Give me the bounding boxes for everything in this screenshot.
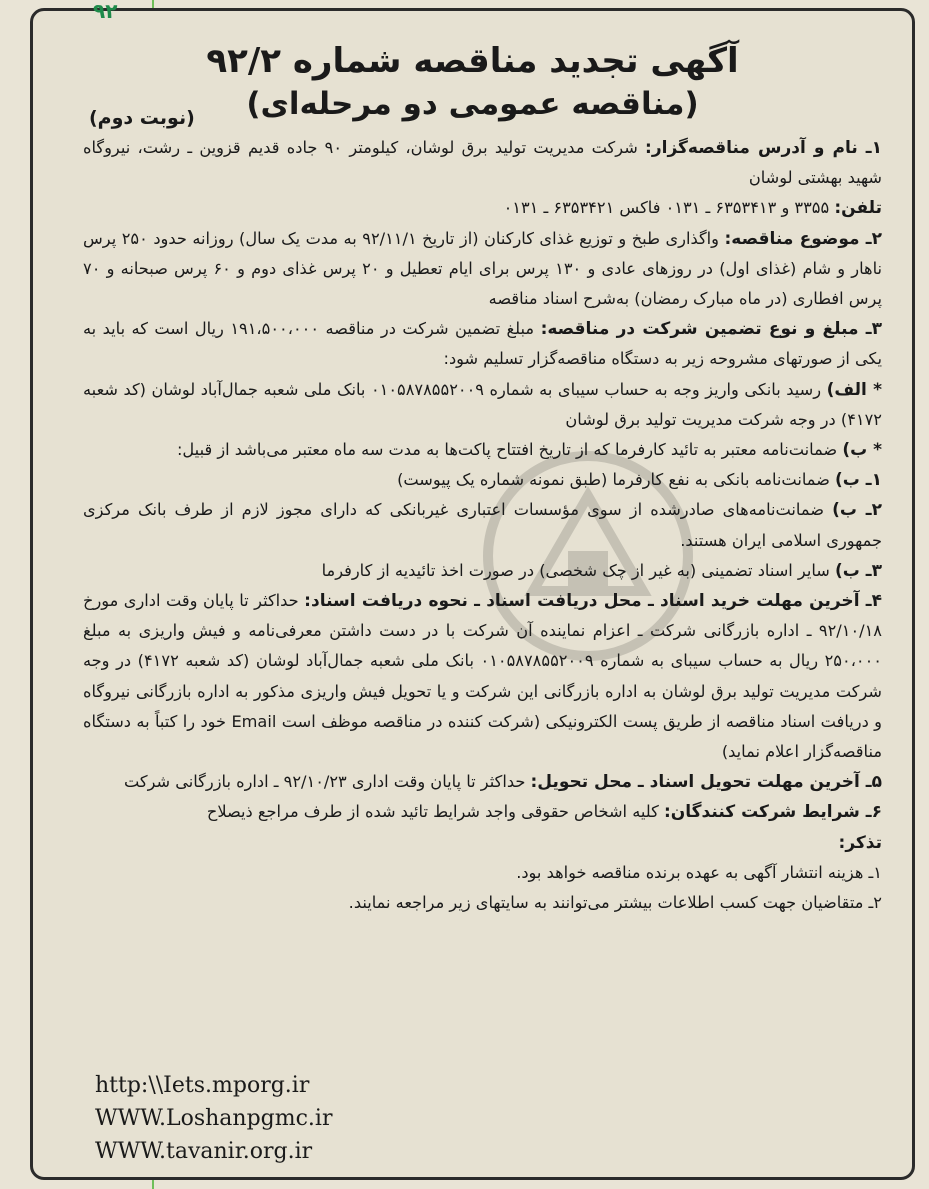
section-4-text: حداکثر تا پایان وقت اداری مورخ ۹۲/۱۰/۱۸ ـ اداره بازرگانی شرکت ـ اعزام نماینده آن شرکت با در دست داشتن معرفی‌نامه و فیش واریزی به مبلغ ۲۵۰،۰۰۰ ریال به حساب سیبای به شماره ۰۱۰۵۸۷۸۵۵۲۰۰۹ بانک ملی شعبه جمال‌آباد لوشان (کد شعبه ۴۱۷۲) در وجه شرکت مدیریت تولید برق لوشان به اداره بازرگانی این شرکت و یا تحویل فیش واریزی مذکور به اداره بازرگانی نیروگاه و دریافت اسناد مناقصه از طریق پست الکترونیکی (شرکت کننده در مناقصه موظف است Email خود را کتباً به دستگاه مناقصه‌گزار اعلام نماید): [83, 591, 883, 762]
section-1: [83, 133, 882, 193]
section-3: [83, 314, 882, 374]
phone-label: تلفن:: [834, 198, 882, 219]
link-iets[interactable]: http:\\Iets.mporg.ir: [95, 1073, 310, 1098]
corner-mark: ۹۲: [93, 0, 118, 23]
announcement-frame: [30, 0, 915, 1180]
item-be-3-text: سایر اسناد تضمینی (به غیر از چک شخصی) در صورت اخذ تائیدیه از کارفرما: [321, 560, 836, 580]
item-be-2-text: ضمانت‌نامه‌های صادرشده از سوی مؤسسات اعتباری غیربانکی که دارای مجوز لازم از طرف بانک مرکزی جمهوری اسلامی ایران هستند.: [83, 500, 882, 550]
phone-text: ۳۳۵۵ و ۶۳۵۳۴۱۳ ـ ۰۱۳۱ فاکس ۶۳۵۳۴۲۱ ـ ۰۱۳۱: [503, 198, 835, 218]
page-subtitle: (مناقصه عمومی دو مرحله‌ای): [246, 86, 699, 122]
item-alef-label: * الف): [826, 379, 882, 400]
note-2: ۲ـ متقاضیان جهت کسب اطلاعات بیشتر می‌توانند به سایتهای زیر مراجعه نمایند.: [348, 893, 882, 913]
item-be-2-label: ۲ـ ب): [832, 500, 882, 521]
section-6-label: ۶ـ شرایط شرکت کنندگان:: [663, 802, 882, 823]
phone-line: [83, 193, 882, 223]
announcement-body: [83, 133, 882, 918]
section-5-label: ۵ـ آخرین مهلت تحویل اسناد ـ محل تحویل:: [530, 772, 882, 793]
item-alef-text: رسید بانکی واریز وجه به حساب سیبای به شماره ۰۱۰۵۸۷۸۵۵۲۰۰۹ بانک ملی شعبه جمال‌آباد لوشان (کد شعبه ۴۱۷۲) در وجه شرکت مدیریت تولید برق لوشان: [83, 379, 882, 429]
item-be-3: [83, 556, 882, 586]
page-title: آگهی تجدید مناقصه شماره ۹۲/۲: [206, 41, 739, 81]
item-be-1-text: ضمانت‌نامه بانکی به نفع کارفرما (طبق نمونه شماره یک پیوست): [397, 470, 836, 490]
section-4-label: ۴ـ آخرین مهلت خرید اسناد ـ محل دریافت اسناد ـ نحوه دریافت اسناد:: [304, 591, 882, 612]
link-loshan[interactable]: WWW.Loshanpgmc.ir: [95, 1106, 333, 1131]
section-4: [83, 586, 882, 767]
item-be: [83, 435, 882, 465]
section-3-label: ۳ـ مبلغ و نوع تضمین شرکت در مناقصه:: [540, 319, 882, 340]
website-links: [95, 1069, 332, 1168]
round-badge: (نوبت دوم): [89, 107, 195, 129]
section-5: [83, 767, 882, 797]
section-3-text: مبلغ تضمین شرکت در مناقصه ۱۹۱،۵۰۰،۰۰۰ ریال است که باید به یکی از صورتهای مشروحه زیر به دستگاه مناقصه‌گزار تسلیم شود:: [83, 319, 882, 369]
section-2-text: واگذاری طبخ و توزیع غذای کارکنان (از تاریخ ۹۲/۱۱/۱ به مدت یک سال) روزانه حدود ۲۵۰ پرس ناهار و شام (غذای اول) در روزهای عادی و ۱۳۰ پرس برای ایام تعطیل و ۲۰ پرس غذای دوم و ۶۰ پرس صبحانه و ۷۰ پرس افطاری (در ماه مبارک رمضان) به‌شرح اسناد مناقصه: [83, 228, 883, 309]
item-be-2: [83, 495, 882, 555]
section-6-text: کلیه اشخاص حقوقی واجد شرایط تائید شده از طرف مراجع ذیصلاح: [206, 802, 664, 822]
link-tavanir[interactable]: WWW.tavanir.org.ir: [95, 1139, 313, 1164]
item-be-text: ضمانت‌نامه معتبر به تائید کارفرما که از تاریخ افتتاح پاکت‌ها به مدت سه ماه معتبر می‌باشد از قبیل:: [176, 440, 843, 460]
section-2: [83, 224, 882, 315]
item-be-1: [83, 465, 882, 495]
item-alef: [83, 375, 882, 435]
section-1-label: ۱ـ نام و آدرس مناقصه‌گزار:: [645, 138, 882, 158]
item-be-label: * ب): [842, 440, 882, 461]
note-label: تذکر:: [838, 832, 882, 853]
item-be-3-label: ۳ـ ب): [835, 560, 882, 581]
note-1: ۱ـ هزینه انتشار آگهی به عهده برنده مناقصه خواهد بود.: [516, 862, 882, 882]
section-2-label: ۲ـ موضوع مناقصه:: [724, 228, 883, 249]
section-5-text: حداکثر تا پایان وقت اداری ۹۲/۱۰/۲۳ ـ اداره بازرگانی شرکت: [124, 772, 531, 792]
section-1-text: شرکت مدیریت تولید برق لوشان، کیلومتر ۹۰ جاده قدیم قزوین ـ رشت، نیروگاه شهید بهشتی لوشان: [83, 138, 882, 188]
item-be-1-label: ۱ـ ب): [835, 470, 882, 491]
note-heading: [83, 828, 882, 858]
section-6: [83, 797, 882, 827]
